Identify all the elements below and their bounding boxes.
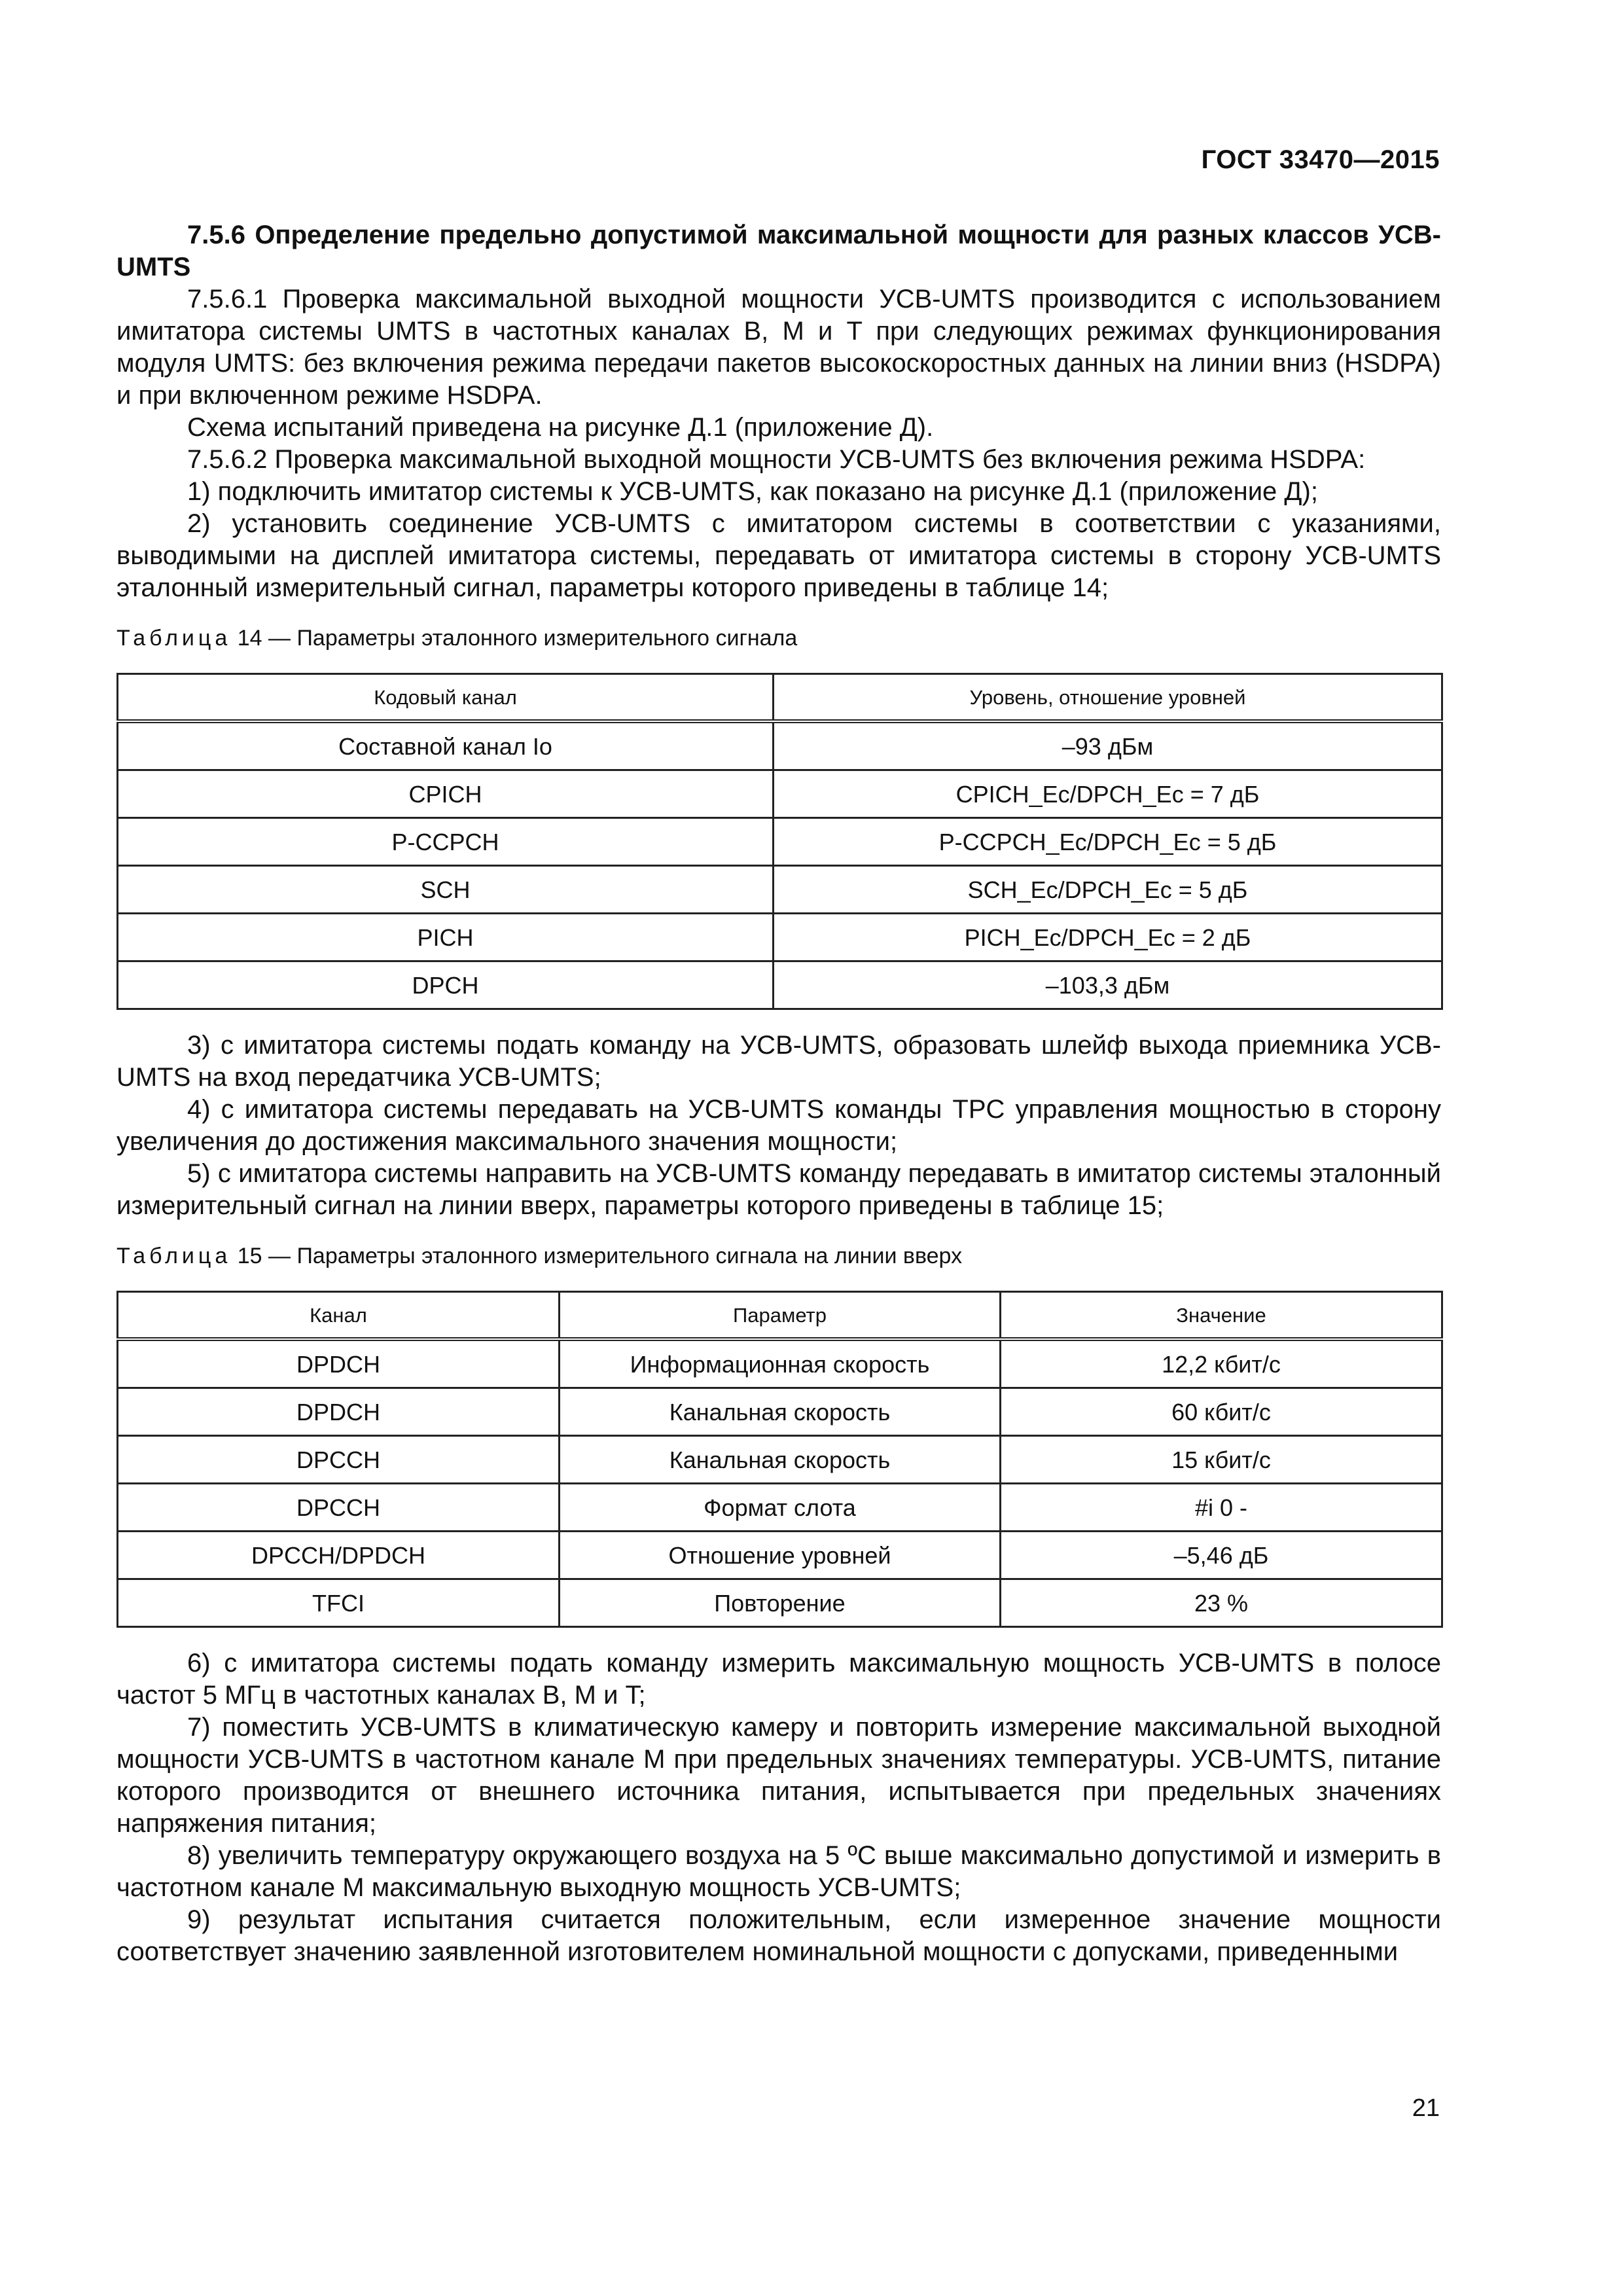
document-body [116,219,1441,1968]
table-row [118,914,1442,961]
table-15-cell: Информационная скорость [560,1339,1001,1388]
table-15-cell: Повторение [560,1579,1001,1627]
table-row [118,1436,1442,1484]
table-14-header-row [118,674,1442,722]
step-5: 5) с имитатора системы направить на УСВ-UMTS команду передавать в имитатор системы эталонный измерительный сигнал на линии вверх, параметры которого приведены в таблице 15; [116,1159,1441,1220]
paragraph-scheme-reference: Схема испытаний приведена на рисунке Д.1 (приложение Д). [187,413,934,442]
table-row [118,1532,1442,1579]
step-1: 1) подключить имитатор системы к УСВ-UMTS, как показано на рисунке Д.1 (приложение Д); [187,477,1318,506]
table-15-cell: DPCCH/DPDCH [118,1532,560,1579]
table-row [118,770,1442,818]
step-9: 9) результат испытания считается положительным, если измеренное значение мощности соответствует значению заявленной изготовителем номинальной мощности с допусками, приведенными [116,1905,1441,1966]
paragraph-7-5-6-2: 7.5.6.2 Проверка максимальной выходной мощности УСВ-UMTS без включения режима HSDPA: [187,445,1366,474]
table-14 [116,673,1443,1010]
table-15 [116,1291,1443,1628]
table-15-header-parameter: Параметр [560,1292,1001,1340]
table-15-caption [116,1240,1441,1272]
table-14-caption-text: 14 — Параметры эталонного измерительного сигнала [237,626,798,651]
table-14-cell: DPCH [118,961,774,1009]
table-row [118,961,1442,1009]
table-15-cell: Канальная скорость [560,1436,1001,1484]
table-14-cell: SCH_Ec/DPCH_Ec = 5 дБ [774,866,1442,914]
table-row [118,1339,1442,1388]
table-15-cell: –5,46 дБ [1001,1532,1442,1579]
table-15-cell: Канальная скорость [560,1388,1001,1436]
table-15-cell: 23 % [1001,1579,1442,1627]
table-15-header-row [118,1292,1442,1340]
table-row [118,721,1442,770]
standard-header: ГОСТ 33470—2015 [1201,145,1440,174]
table-15-cell: TFCI [118,1579,560,1627]
table-15-cell: DPCCH [118,1484,560,1532]
table-15-caption-text: 15 — Параметры эталонного измерительного сигнала на линии вверх [237,1244,963,1268]
table-row [118,866,1442,914]
table-14-caption [116,622,1441,655]
table-14-cell: SCH [118,866,774,914]
table-14-cell: PICH [118,914,774,961]
paragraph-7-5-6-1: 7.5.6.1 Проверка максимальной выходной мощности УСВ-UMTS производится с использованием имитатора системы UMTS в частотных каналах B, M и T при следующих режимах функционирования модуля UMTS: без включения режима передачи пакетов высокоскоростных данных на линии вниз (HSDPA) и при включенном режиме HSDPA. [116,285,1441,410]
table-row [118,1484,1442,1532]
section-heading: 7.5.6 Определение предельно допустимой максимальной мощности для разных классов УСВ-UMTS [116,221,1441,281]
step-7: 7) поместить УСВ-UMTS в климатическую камеру и повторить измерение максимальной выходной мощности УСВ-UMTS в частотном канале M при предельных значениях температуры. УСВ-UMTS, питание которого производится от внешнего источника питания, испытывается при предельных значениях напряжения питания; [116,1713,1441,1838]
step-8: 8) увеличить температуру окружающего воздуха на 5 ºС выше максимально допустимой и измерить в частотном канале M максимальную выходную мощность УСВ-UMTS; [116,1841,1441,1902]
table-15-header-value: Значение [1001,1292,1442,1340]
table-15-cell: Отношение уровней [560,1532,1001,1579]
table-15-cell: 15 кбит/с [1001,1436,1442,1484]
table-14-cell: CPICH [118,770,774,818]
table-14-cell: CPICH_Ec/DPCH_Ec = 7 дБ [774,770,1442,818]
table-14-header-code-channel: Кодовый канал [118,674,774,722]
table-14-header-level: Уровень, отношение уровней [774,674,1442,722]
table-15-cell: Формат слота [560,1484,1001,1532]
table-15-cell: DPCCH [118,1436,560,1484]
table-row [118,1388,1442,1436]
table-15-cell: 12,2 кбит/с [1001,1339,1442,1388]
step-4: 4) с имитатора системы передавать на УСВ-UMTS команды TPC управления мощностью в сторону увеличения до достижения максимального значения мощности; [116,1095,1441,1156]
table-14-cell: Составной канал Io [118,721,774,770]
table-row [118,818,1442,866]
step-2: 2) установить соединение УСВ-UMTS с имитатором системы в соответствии с указаниями, выводимыми на дисплей имитатора системы, передавать от имитатора системы в сторону УСВ-UMTS эталонный измерительный сигнал, параметры которого приведены в таблице 14; [116,509,1441,602]
table-15-cell: DPDCH [118,1388,560,1436]
step-6: 6) с имитатора системы подать команду измерить максимальную мощность УСВ-UMTS в полосе частот 5 МГц в частотных каналах B, M и T; [116,1649,1441,1710]
table-row [118,1579,1442,1627]
table-15-header-channel: Канал [118,1292,560,1340]
table-15-cell: 60 кбит/с [1001,1388,1442,1436]
table-14-caption-word: Таблица [116,626,232,651]
table-15-cell: DPDCH [118,1339,560,1388]
table-14-cell: –103,3 дБм [774,961,1442,1009]
table-15-caption-word: Таблица [116,1244,232,1268]
page-number: 21 [1412,2094,1440,2122]
table-15-cell: #i 0 - [1001,1484,1442,1532]
table-14-cell: P-CCPCH [118,818,774,866]
table-14-cell: PICH_Ec/DPCH_Ec = 2 дБ [774,914,1442,961]
step-3: 3) с имитатора системы подать команду на УСВ-UMTS, образовать шлейф выхода приемника УСВ-UMTS на вход передатчика УСВ-UMTS; [116,1031,1441,1092]
table-14-cell: P-CCPCH_Ec/DPCH_Ec = 5 дБ [774,818,1442,866]
table-14-cell: –93 дБм [774,721,1442,770]
